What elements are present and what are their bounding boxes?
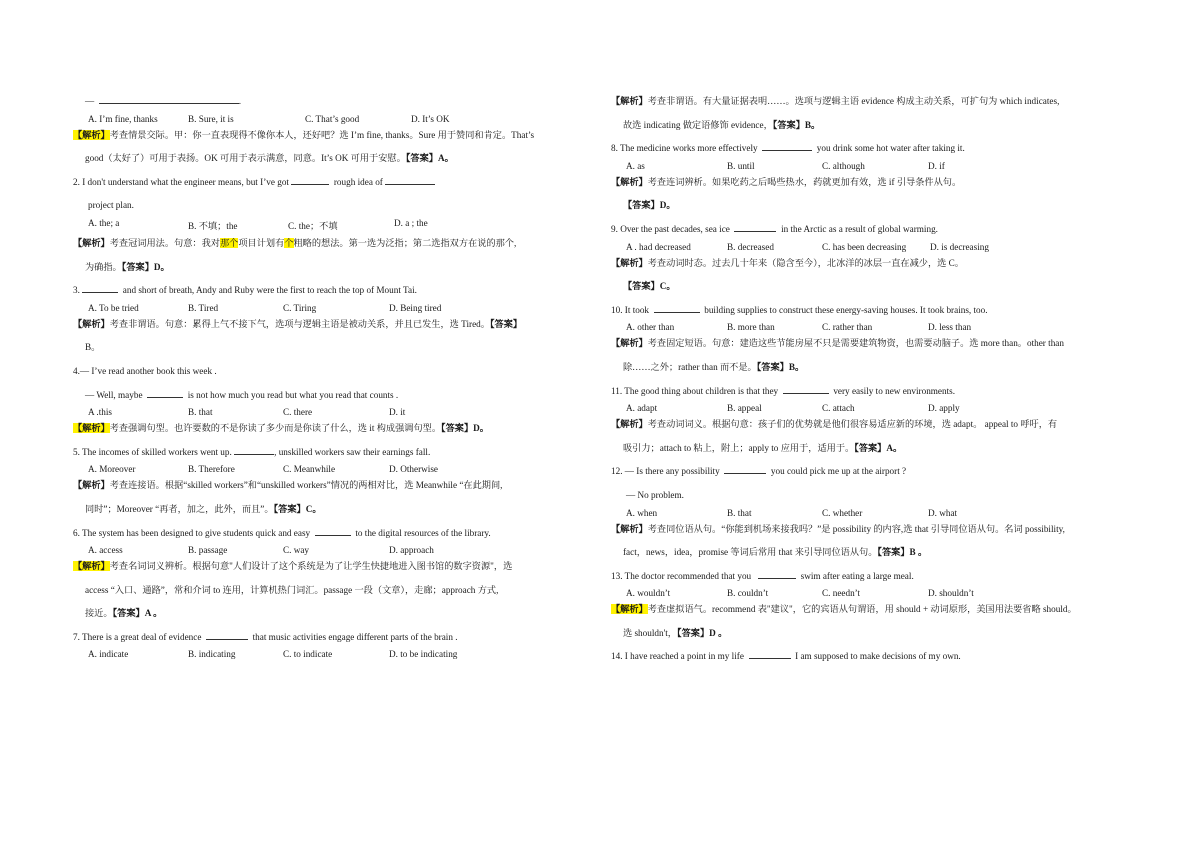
q3-analysis: 【解析】考查非谓语。句意：累得上气不接下气，选项与逻辑主语是被动关系，并且已发生，选 Tired。【答案】 [73,318,523,329]
answer-label: 【答案】A 。 [112,608,163,619]
answer-label: 【答案】B。 [756,361,805,372]
q12-stem: 12. — Is there any possibility you could pick me up at the airport ? [611,466,907,477]
q4-options [73,407,603,417]
q6-analysis-cont2: 接近。【答案】A 。 [85,608,163,619]
q8-analysis: 【解析】考查连词辨析。如果吃药之后喝些热水，药就更加有效，选 if 引导条件从句。 [611,176,962,187]
option-a: A. I’m fine, thanks [88,113,158,124]
option-b: B. more than [727,322,775,333]
q9-stem: 9. Over the past decades, sea ice in the Arctic as a result of global warming. [611,223,938,234]
q7-stem: 7. There is a great deal of evidence that music activities engage different parts of the brain . [73,631,458,642]
q6-analysis: 【解析】考查名词词义辨析。根据句意"人们设计了这个系统是为了让学生快捷地进入图书馆的数字资源"，选 [73,561,513,572]
option-d: D. what [928,507,958,518]
answer-blank [82,284,118,293]
option-b: B. 不填；the [188,220,238,231]
option-b: B. decreased [727,241,774,252]
answer-blank [783,385,829,394]
q11-analysis-cont: 吸引力；attach to 粘上，附上；apply to 应用于，适用于。【答案】A。 [623,442,903,453]
answer-label: 【答案】B。 [772,119,821,130]
q12-analysis: 【解析】考查同位语从句。“你能到机场来接我吗？”是 possibility 的内容,选 that 引导同位语从句。名词 possibility, [611,523,1065,534]
option-c: C. although [822,160,865,171]
q4-stem-reply: — Well, maybe is not how much you read but what you read that counts . [85,389,399,400]
q5-options [73,464,603,474]
option-a: A. access [88,545,123,556]
q2-analysis: 【解析】考查冠词用法。句意：我对那个项目计划有个粗略的想法。第一选为泛指；第二选指双方在说的那个, [73,237,517,248]
option-d: D. Otherwise [389,464,438,475]
q7-options [73,649,603,659]
option-c: C. there [283,407,313,418]
option-c: C. the；不填 [288,220,338,231]
q7-analysis-cont: 故选 indicating 做定语修饰 evidence，【答案】B。 [623,119,821,130]
option-c: C. whether [822,507,863,518]
q9-analysis: 【解析】考查动词时态。过去几十年来（隐含至今），北冰洋的冰层一直在减少，选 C。 [611,257,964,268]
q9-options [611,242,1131,252]
answer-label: 【答案】 [489,318,523,329]
option-a: A. other than [626,322,675,333]
answer-blank [291,176,329,185]
analysis-tag: 【解析】 [611,523,648,534]
q6-options [73,545,603,555]
q2-options [73,218,603,232]
q6-stem: 6. The system has been designed to give students quick and easy to the digital resources of the library. [73,527,491,538]
q14-stem: 14. I have reached a point in my life I am supposed to make decisions of my own. [611,651,961,662]
answer-label: 【答案】D。 [121,261,170,272]
option-d: D. if [928,160,945,171]
q11-stem: 11. The good thing about children is that they very easily to new environments. [611,385,956,396]
analysis-tag: 【解析】 [73,423,110,434]
q10-stem: 10. It took building supplies to construct these energy-saving houses. It took brains, too. [611,304,988,315]
q11-analysis: 【解析】考查动词词义。根据句意：孩子们的优势就是他们很容易适应新的环境，选 adapt。 appeal to 呼吁，有 [611,419,1058,430]
answer-blank [734,223,776,232]
q13-stem: 13. The doctor recommended that you swim after eating a large meal. [611,570,914,581]
option-c: C. needn’t [822,588,861,599]
option-b: B. couldn’t [727,588,769,599]
option-d: D. a ; the [394,217,428,228]
q1-analysis-cont: good（太好了）可用于表扬。OK 可用于表示满意，同意。It’s OK 可用于安慰。【答案】A。 [85,153,454,164]
answer-blank [206,631,248,640]
q2-stem: 2. I don't understand what the engineer means, but I’ve got rough idea of [73,171,603,195]
answer-blank [234,446,274,455]
q8-answer [611,194,1131,218]
option-a: A. wouldn’t [626,588,671,599]
q7-analysis: 【解析】考查非谓语。有大量证据表明……。选项与逻辑主语 evidence 构成主动关系，可扩句为 which indicates, [611,96,1060,106]
answer-blank [654,304,700,313]
analysis-tag: 【解析】 [73,480,110,491]
answer-blank [749,650,791,659]
q4-analysis: 【解析】考查强调句型。也许要数的不是你读了多少而是你读了什么，选 it 构成强调句型。【答案】D。 [73,423,489,434]
right-column [611,90,1131,669]
answer-blank [315,527,351,536]
q5-analysis: 【解析】考查连接语。根据“skilled workers”和“unskilled workers”情况的两相对比，选 Meanwhile “在此期间, [73,480,503,491]
q4-stem: 4.— I’ve read another book this week . [73,365,217,376]
option-c: C. attach [822,403,855,414]
option-b: B. Tired [188,302,219,313]
q3-options [73,303,603,313]
option-a: A. Moreover [88,464,136,475]
option-b: B. appeal [727,403,762,414]
option-d: D. less than [928,322,972,333]
option-b: B. Therefore [188,464,235,475]
q3-stem: 3. and short of breath, Andy and Ruby were the first to reach the top of Mount Tai. [73,285,417,296]
highlight: 那个 [220,237,239,248]
q12-options [611,508,1131,518]
option-a: A . had decreased [626,241,691,252]
analysis-tag: 【解析】 [611,176,648,187]
answer-blank [385,176,435,185]
q2-analysis-cont: 为确指。【答案】D。 [85,261,170,272]
q13-analysis: 【解析】考查虚拟语气。recommend 表"建议"，它的宾语从句谓语，用 should + 动词原形，美国用法要省略 should。 [611,604,1077,615]
option-c: C. to indicate [283,649,333,660]
q12-reply: — No problem. [626,489,684,500]
q10-analysis-cont: 除……之外；rather than 而不是。【答案】B。 [623,361,805,372]
option-a: A. adapt [626,403,658,414]
option-b: B. indicating [188,649,236,660]
option-b: B. Sure, it is [188,113,234,124]
option-b: B. that [188,407,213,418]
q8-options [611,161,1131,171]
option-a: A. as [626,160,645,171]
highlight: 个 [284,237,294,248]
analysis-tag: 【解析】 [611,419,648,430]
option-a: A. when [626,507,658,518]
answer-label: 【答案】A。 [854,442,903,453]
answer-blank [758,570,796,579]
option-c: C. way [283,545,310,556]
q12-analysis-cont: fact，news，idea，promise 等词后常用 that 来引导同位语从句。【答案】B 。 [623,547,928,558]
analysis-tag: 【解析】 [611,257,648,268]
answer-label: 【答案】C。 [623,281,676,292]
analysis-tag: 【解析】 [611,96,648,106]
analysis-tag: 【解析】 [611,604,648,615]
q1-dialogue-line: — . [85,96,242,106]
option-d: D. is decreasing [930,241,989,252]
q3-analysis-cont: B。 [85,342,101,353]
analysis-tag: 【解析】 [73,318,110,329]
option-a: A. To be tried [88,302,139,313]
q5-analysis-cont: 同时”；Moreover “再者，加之，此外，而且”。【答案】C。 [85,503,322,514]
answer-label: 【答案】D 。 [676,627,728,638]
q1-options [73,114,603,124]
option-c: C. rather than [822,322,873,333]
option-c: C. Tiring [283,302,317,313]
option-d: D. Being tired [389,302,442,313]
q11-options [611,403,1131,413]
option-d: D. apply [928,403,960,414]
analysis-tag: 【解析】 [73,129,110,140]
option-c: C. has been decreasing [822,241,907,252]
q9-answer [611,275,1131,299]
answer-label: 【答案】C。 [273,503,322,514]
q10-analysis: 【解析】考查固定短语。句意：建造这些节能房屋不只是需要建筑物资，也需要动脑子。选 more than。other than [611,338,1064,349]
left-column [73,90,603,659]
option-d: D. to be indicating [389,649,458,660]
answer-blank [99,95,239,104]
option-b: B. passage [188,545,228,556]
option-c: C. That’s good [305,113,360,124]
option-d: D. it [389,407,406,418]
answer-label: 【答案】B 。 [877,547,928,558]
option-a: A. indicate [88,649,129,660]
answer-blank [147,389,183,398]
answer-label: 【答案】A。 [405,153,454,164]
q6-analysis-cont: access “入口、通路”，常和介词 to 连用，计算机热门词汇。passage 一段（文章），走廊；approach 方式, [85,584,499,595]
q2-stem-cont: project plan. [88,200,134,211]
q1-analysis: 【解析】考查情景交际。甲：你一直表现得不像你本人，还好吧？选 I’m fine, thanks。Sure 用于赞同和肯定。That’s [73,129,535,140]
analysis-tag: 【解析】 [611,338,648,349]
option-c: C. Meanwhile [283,464,336,475]
answer-blank [762,142,812,151]
option-d: D. shouldn’t [928,588,974,599]
option-d: D. approach [389,545,434,556]
answer-label: 【答案】D。 [441,423,489,434]
q13-analysis-cont: 选 shouldn't，【答案】D 。 [623,627,728,638]
option-a: A .this [88,407,112,418]
option-d: D. It’s OK [411,113,450,124]
option-b: B. until [727,160,755,171]
q13-options [611,588,1131,598]
q8-stem: 8. The medicine works more effectively you drink some hot water after taking it. [611,143,965,154]
option-a: A. the; a [88,217,120,228]
q10-options [611,322,1131,332]
analysis-tag: 【解析】 [73,561,110,572]
option-b: B. that [727,507,752,518]
analysis-tag: 【解析】 [73,237,110,248]
q5-stem: 5. The incomes of skilled workers went up. , unskilled workers saw their earnings fall. [73,446,431,457]
answer-label: 【答案】D。 [623,200,676,211]
answer-blank [724,465,766,474]
